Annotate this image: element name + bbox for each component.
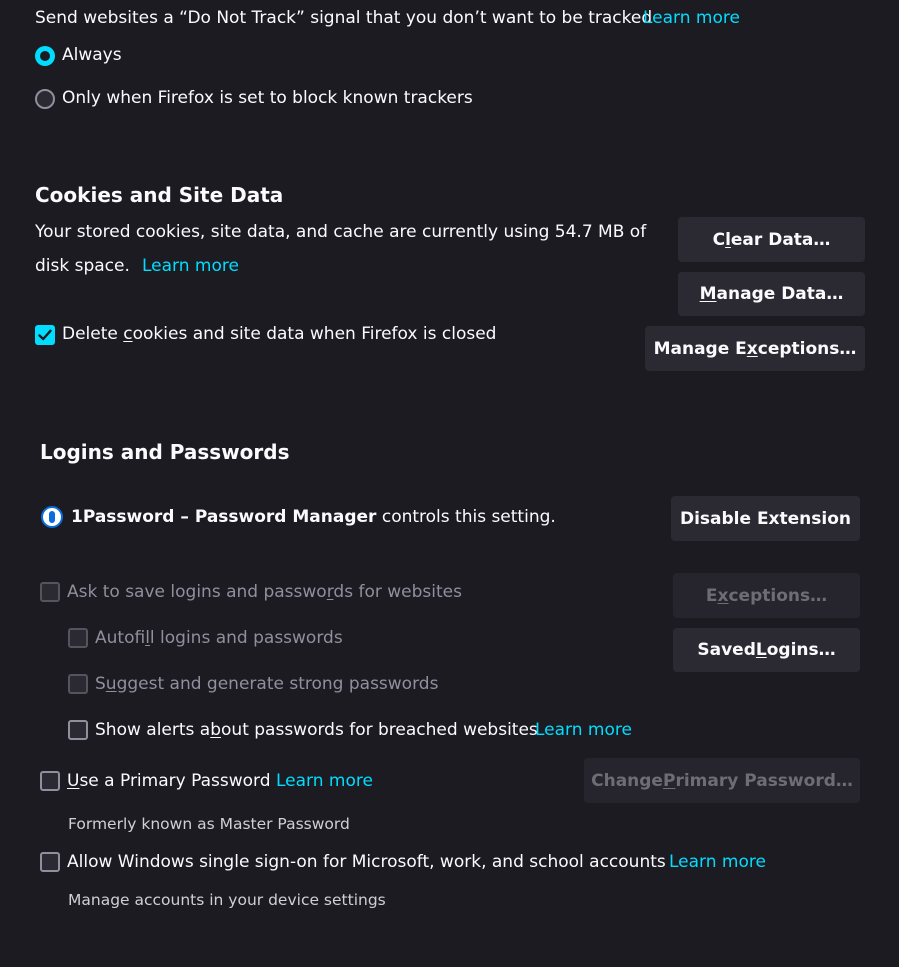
dnt-learn-more-link[interactable]: Learn more [643, 8, 740, 28]
change-primary-password-button[interactable]: Change P rimary Password… [584, 758, 860, 803]
delete-cookies-checkbox[interactable] [35, 325, 55, 345]
primary-learn-more-link[interactable]: Learn more [276, 771, 373, 791]
cookies-usage-text-2: disk space. [35, 256, 130, 276]
manage-data-button[interactable]: M anage Data… [678, 272, 865, 316]
breach-alerts-label[interactable]: Show alerts about passwords for breached websites [95, 720, 538, 740]
autofill-label: Autofill logins and passwords [95, 628, 343, 648]
checkmark-icon [37, 327, 53, 343]
disable-extension-button[interactable]: Disable Extension [671, 496, 860, 541]
cookies-learn-more-link[interactable]: Learn more [142, 256, 239, 276]
primary-password-note: Formerly known as Master Password [68, 815, 350, 833]
breach-alerts-checkbox[interactable] [68, 720, 88, 740]
logins-heading: Logins and Passwords [40, 440, 290, 464]
primary-password-label[interactable]: Use a Primary Password [67, 771, 271, 791]
windows-sso-checkbox[interactable] [40, 852, 60, 872]
breach-learn-more-link[interactable]: Learn more [535, 720, 632, 740]
sso-note: Manage accounts in your device settings [68, 891, 386, 909]
dnt-only-when-radio[interactable] [35, 89, 55, 109]
windows-sso-label[interactable]: Allow Windows single sign-on for Microsoft, work, and school accounts [67, 852, 666, 872]
extension-control-text: 1Password – Password Manager controls this setting. [71, 507, 556, 527]
sso-learn-more-link[interactable]: Learn more [669, 852, 766, 872]
onepassword-icon [41, 506, 63, 528]
cookies-heading: Cookies and Site Data [35, 183, 284, 207]
dnt-label: Send websites a “Do Not Track” signal that you don’t want to be tracked [35, 8, 653, 28]
dnt-only-when-label[interactable]: Only when Firefox is set to block known trackers [62, 88, 473, 108]
dnt-always-label[interactable]: Always [62, 45, 122, 65]
clear-data-button[interactable]: C l ear Data… [678, 217, 865, 262]
primary-password-checkbox[interactable] [40, 771, 60, 791]
saved-logins-button[interactable]: Saved L ogins… [673, 628, 860, 672]
delete-cookies-label[interactable]: Delete cookies and site data when Firefox is closed [62, 324, 497, 344]
logins-exceptions-button[interactable]: E x ceptions… [673, 573, 860, 618]
dnt-always-radio[interactable] [35, 46, 55, 66]
suggest-passwords-checkbox[interactable] [68, 674, 88, 694]
cookies-usage-text: Your stored cookies, site data, and cache are currently using 54.7 MB of [35, 222, 647, 242]
suggest-passwords-label: Suggest and generate strong passwords [95, 674, 439, 694]
ask-save-logins-checkbox[interactable] [40, 582, 60, 602]
autofill-checkbox[interactable] [68, 628, 88, 648]
ask-save-logins-label: Ask to save logins and passwords for websites [67, 582, 462, 602]
manage-exceptions-button[interactable]: Manage E x ceptions… [645, 326, 865, 371]
